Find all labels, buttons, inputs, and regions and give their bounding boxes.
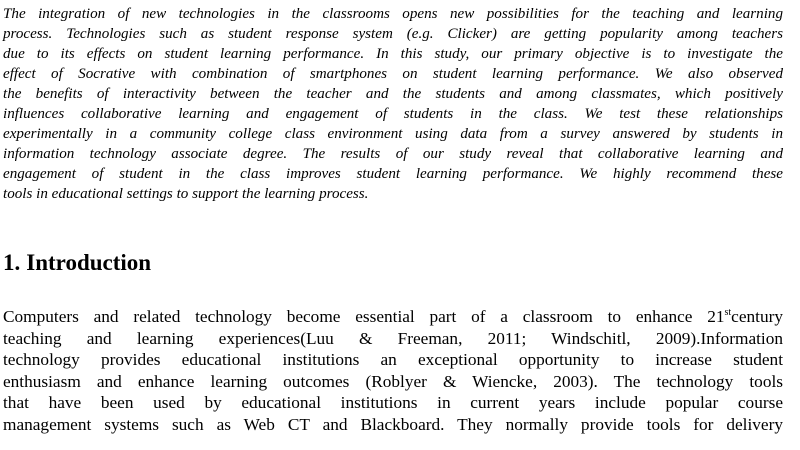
section-number: 1. (3, 250, 21, 275)
abstract (3, 4, 783, 204)
abstract-line: tools in educational settings to support the learning process. (3, 186, 369, 202)
abstract-line: The integration of new technologies in the classrooms opens new possibilities for the teaching and learning (3, 6, 783, 22)
abstract-line: engagement of student in the class improves student learning performance. We highly recommend these (3, 166, 783, 182)
paragraph-line: teaching and learning experiences(Luu & Freeman, 2011; Windschitl, 2009).Information (3, 328, 783, 348)
abstract-line: experimentally in a community college class environment using data from a survey answered by students in (3, 126, 783, 142)
paragraph-line: technology provides educational institutions an exceptional opportunity to increase student (3, 350, 783, 370)
abstract-line: the benefits of interactivity between the teacher and the students and among classmates, which positively (3, 86, 783, 102)
paragraph-text: century (731, 307, 783, 326)
abstract-line: effect of Socrative with combination of smartphones on student learning performance. We also observed (3, 66, 783, 82)
paragraph-text: Computers and related technology become essential part of a classroom to enhance 21 (3, 307, 725, 326)
section-title: Introduction (26, 250, 152, 275)
section-heading (3, 249, 151, 277)
introduction-paragraph (3, 306, 783, 436)
abstract-line: due to its effects on student learning performance. In this study, our primary objective is to investigate the (3, 46, 783, 62)
superscript: st (724, 307, 732, 318)
paragraph-line (3, 306, 783, 328)
paragraph-line: enthusiasm and enhance learning outcomes (Roblyer & Wiencke, 2003). The technology tools (3, 371, 783, 391)
abstract-line: information technology associate degree. The results of our study reveal that collaborative learning and (3, 146, 783, 162)
abstract-line: influences collaborative learning and engagement of students in the class. We test these relationships (3, 106, 783, 122)
paragraph-line: management systems such as Web CT and Blackboard. They normally provide tools for delivery (3, 414, 783, 434)
paragraph-line: that have been used by educational institutions in current years include popular course (3, 393, 783, 413)
abstract-line: process. Technologies such as student response system (e.g. Clicker) are getting popularity among teachers (3, 26, 783, 42)
